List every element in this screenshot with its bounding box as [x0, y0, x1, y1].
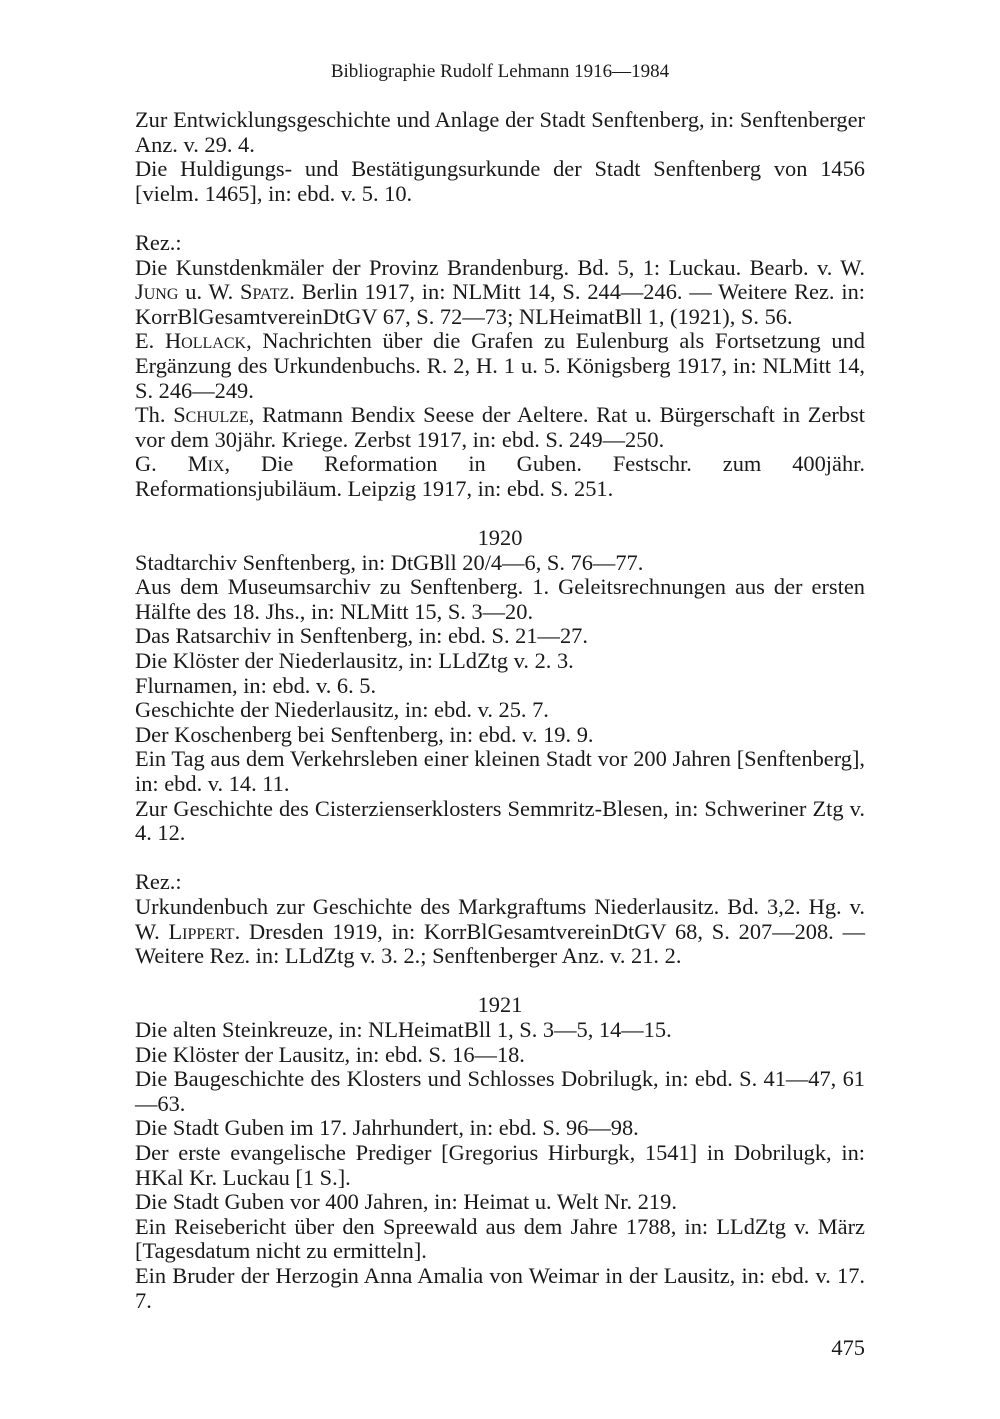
- entry-text: u. W.: [178, 279, 241, 305]
- bib-entry: Der erste evangelische Prediger [Gregorius Hirburgk, 1541] in Dobrilugk, in: HKal Kr. Luckau [1 S.].: [135, 1139, 865, 1190]
- bib-entry: Aus dem Museumsarchiv zu Senftenberg. 1. Geleitsrechnungen aus der ersten Hälfte des 18. Jhs., in: NLMitt 15, S. 3—20.: [135, 574, 865, 624]
- bib-entry: Die Baugeschichte des Klosters und Schlosses Dobrilugk, in: ebd. S. 41—47, 61—63.: [135, 1066, 865, 1116]
- running-head: Bibliographie Rudolf Lehmann 1916—1984: [330, 61, 670, 82]
- author-name: Lippert: [168, 918, 235, 944]
- entry-text: Urkundenbuch zur Geschichte des Markgraftums Niederlausitz. Bd. 3,2. Hg. v. W.: [135, 894, 865, 944]
- author-name: Hollack: [165, 328, 247, 354]
- bib-entry: Die Stadt Guben vor 400 Jahren, in: Heimat u. Welt Nr. 219.: [135, 1189, 677, 1215]
- bib-entry: Das Ratsarchiv in Senftenberg, in: ebd. S. 21—27.: [135, 623, 588, 649]
- review-entry: [135, 403, 865, 452]
- bib-entry: Die Klöster der Lausitz, in: ebd. S. 16—18.: [135, 1041, 525, 1067]
- bib-entry: Die Huldigungs- und Bestätigungsurkunde der Stadt Senftenberg von 1456 [vielm. 1465], in: ebd. v. 5. 10.: [135, 156, 865, 206]
- bib-entry: Geschichte der Niederlausitz, in: ebd. v. 25. 7.: [135, 697, 549, 723]
- bib-entry: Ein Bruder der Herzogin Anna Amalia von Weimar in der Lausitz, in: ebd. v. 17. 7.: [135, 1262, 865, 1313]
- bib-entry: Die Stadt Guben im 17. Jahrhundert, in: ebd. S. 96—98.: [135, 1115, 639, 1141]
- bib-entry: Zur Geschichte des Cisterzienserklosters Semmritz-Blesen, in: Schweriner Ztg v. 4. 12.: [135, 795, 865, 846]
- year-heading: 1921: [477, 992, 523, 1018]
- bib-entry: Ein Tag aus dem Verkehrsleben einer kleinen Stadt vor 200 Jahren [Senftenberg], in: ebd. v. 14. 11.: [135, 746, 865, 797]
- bib-entry: Die alten Steinkreuze, in: NLHeimatBll 1, S. 3—5, 14—15.: [135, 1016, 672, 1042]
- bibliography-body: [135, 108, 865, 1313]
- author-name: Spatz: [240, 279, 290, 305]
- author-initial: G.: [135, 451, 188, 477]
- author-name: Mix: [187, 451, 225, 477]
- entry-text: , Nachrichten über die Grafen zu Eulenburg als Fortsetzung und Ergänzung des Urkundenbuchs. R. 2, H. 1 u. 5. Königsberg 1917, in: NLMitt 14, S. 246—249.: [135, 328, 865, 403]
- author-name: Jung: [135, 279, 179, 305]
- review-label: Rez.:: [135, 869, 182, 895]
- review-entry: [135, 256, 865, 330]
- bib-entry: Flurnamen, in: ebd. v. 6. 5.: [135, 672, 377, 698]
- entry-text: Die Kunstdenkmäler der Provinz Brandenburg. Bd. 5, 1: Luckau. Bearb. v. W.: [135, 254, 865, 280]
- spacer: [135, 969, 865, 994]
- author-name: Schulze: [173, 402, 249, 428]
- bib-entry: Zur Entwicklungsgeschichte und Anlage der Stadt Senftenberg, in: Senftenberger Anz. v. 29. 4.: [135, 107, 865, 157]
- author-initial: E.: [135, 328, 165, 354]
- spacer: [135, 502, 865, 527]
- bib-entry: Stadtarchiv Senftenberg, in: DtGBll 20/4—6, S. 76—77.: [135, 549, 644, 575]
- review-entry: [135, 329, 865, 403]
- bib-entry: Ein Reisebericht über den Spreewald aus dem Jahre 1788, in: LLdZtg v. März [Tagesdatum nicht zu ermitteln].: [135, 1213, 865, 1264]
- author-initial: Th.: [135, 402, 174, 428]
- entry-text: . Berlin 1917, in: NLMitt 14, S. 244—246. — Weitere Rez. in: KorrBlGesamtvereinDtGV 67, S. 72—73; NLHeimatBll 1, (1921), S. 56.: [135, 279, 866, 329]
- page-number: 475: [831, 1335, 865, 1360]
- year-heading: 1920: [477, 525, 523, 551]
- review-label: Rez.:: [135, 229, 182, 255]
- spacer: [135, 206, 865, 231]
- bib-entry: Die Klöster der Niederlausitz, in: LLdZtg v. 2. 3.: [135, 648, 574, 674]
- spacer: [135, 846, 865, 871]
- review-entry: [135, 452, 865, 501]
- entry-text: , Ratmann Bendix Seese der Aeltere. Rat u. Bürgerschaft in Zerbst vor dem 30jähr. Kriege. Zerbst 1917, in: ebd. S. 249—250.: [135, 402, 865, 452]
- entry-text: , Die Reformation in Guben. Festschr. zum 400jähr. Reformationsjubiläum. Leipzig 1917, in: ebd. S. 251.: [135, 451, 865, 501]
- review-entry: [135, 895, 865, 969]
- bib-entry: Der Koschenberg bei Senftenberg, in: ebd. v. 19. 9.: [135, 721, 594, 747]
- entry-text: . Dresden 1919, in: KorrBlGesamtvereinDtGV 68, S. 207—208. — Weitere Rez. in: LLdZtg v. 3. 2.; Senftenberger Anz. v. 21. 2.: [135, 918, 865, 969]
